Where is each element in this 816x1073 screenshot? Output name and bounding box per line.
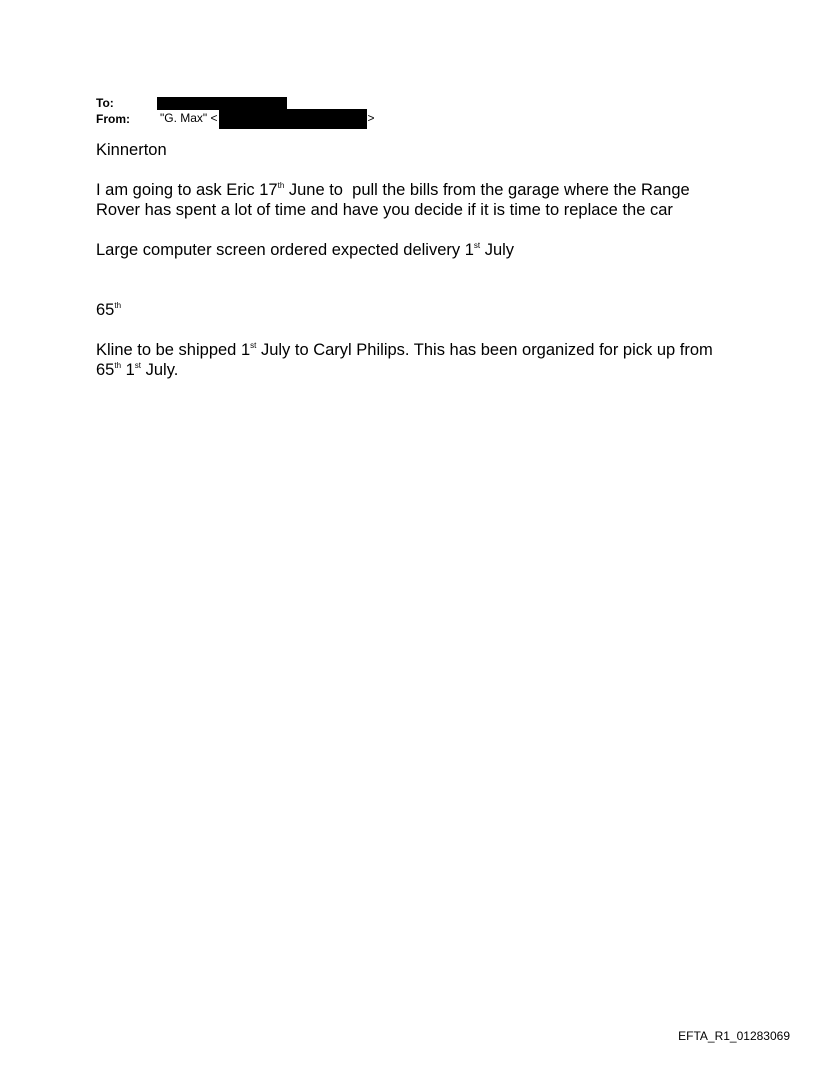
superscript: st	[473, 241, 481, 250]
email-body	[96, 140, 736, 400]
redaction-bar	[219, 109, 367, 129]
text: July.	[141, 361, 179, 379]
email-header	[96, 96, 375, 126]
from-name: "G. Max" <	[160, 111, 218, 125]
superscript: th	[114, 301, 122, 310]
paragraph-65th	[96, 300, 736, 320]
paragraph-computer-screen	[96, 240, 736, 260]
paragraph-range-rover	[96, 180, 736, 220]
text: June to pull the bills from the garage where the Range Rover has spent a lot of time and have you decide if it is time to replace the car	[96, 181, 695, 219]
from-label: From:	[96, 112, 130, 126]
superscript: st	[134, 361, 142, 370]
from-row	[96, 111, 375, 126]
text: Large computer screen ordered expected delivery 1	[96, 241, 474, 259]
to-label: To:	[96, 96, 114, 110]
text: Kline to be shipped 1	[96, 341, 251, 359]
text: July	[480, 241, 515, 259]
text: 65	[96, 301, 115, 319]
text: I am going to ask Eric 17	[96, 181, 278, 199]
greeting: Kinnerton	[96, 141, 167, 159]
superscript: th	[114, 361, 122, 370]
document-id: EFTA_R1_01283069	[678, 1029, 790, 1043]
text: July to Caryl Philips. This has been organized for pick up from 65	[96, 341, 718, 379]
paragraph-kline	[96, 340, 736, 380]
from-close: >	[367, 111, 375, 125]
superscript: th	[277, 181, 285, 190]
superscript: st	[250, 341, 257, 350]
text: 1	[121, 361, 135, 379]
